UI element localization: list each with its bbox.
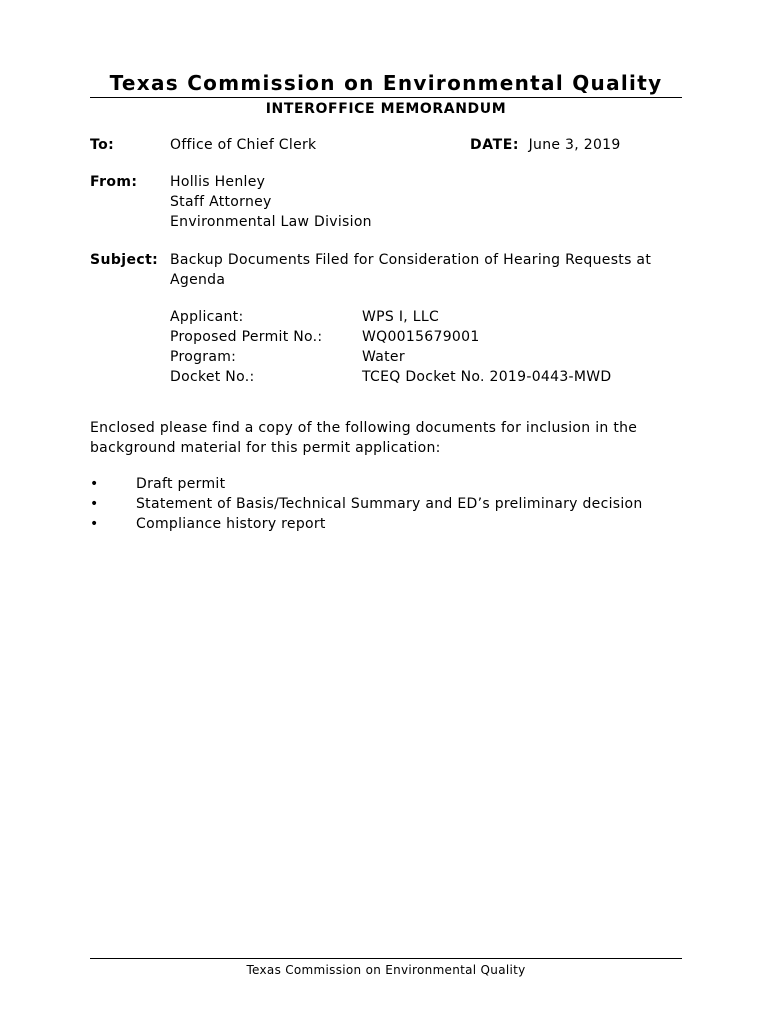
from-label: From:	[90, 174, 138, 190]
to-label: To:	[90, 137, 115, 153]
list-item-text: Compliance history report	[136, 516, 326, 532]
detail-key: Docket No.:	[170, 369, 255, 385]
detail-value: TCEQ Docket No. 2019-0443-MWD	[362, 369, 612, 385]
list-item	[90, 494, 643, 514]
date-field	[470, 135, 621, 155]
subject-label: Subject:	[90, 252, 159, 268]
date-value: June 3, 2019	[528, 137, 621, 153]
from-division: Environmental Law Division	[170, 214, 372, 230]
bullet-icon: •	[90, 496, 99, 512]
date-label: DATE:	[470, 137, 520, 153]
body-line-1: Enclosed please find a copy of the following documents for inclusion in the	[90, 420, 638, 436]
detail-key: Proposed Permit No.:	[170, 329, 323, 345]
detail-key: Applicant:	[170, 309, 244, 325]
body-line-2: background material for this permit application:	[90, 440, 441, 456]
list-item	[90, 514, 643, 534]
memo-type-heading: INTEROFFICE MEMORANDUM	[265, 101, 507, 117]
bullet-icon: •	[90, 476, 99, 492]
footer-text: Texas Commission on Environmental Quality	[246, 963, 526, 977]
detail-value: Water	[362, 349, 405, 365]
bullet-icon: •	[90, 516, 99, 532]
list-item	[90, 474, 643, 494]
list-item-text: Draft permit	[136, 476, 226, 492]
subject-line-1: Backup Documents Filed for Consideration of Hearing Requests at	[170, 252, 652, 268]
body-paragraph	[90, 418, 650, 458]
detail-value: WPS I, LLC	[362, 309, 440, 325]
detail-value: WQ0015679001	[362, 329, 480, 345]
organization-title: Texas Commission on Environmental Quality	[109, 71, 663, 95]
from-name: Hollis Henley	[170, 174, 266, 190]
header-divider	[90, 97, 682, 98]
footer-divider	[90, 958, 682, 959]
list-item-text: Statement of Basis/Technical Summary and ED’s preliminary decision	[136, 496, 643, 512]
from-title: Staff Attorney	[170, 194, 272, 210]
document-list	[90, 474, 643, 534]
detail-key: Program:	[170, 349, 237, 365]
subject-block	[170, 250, 651, 290]
subject-line-2: Agenda	[170, 272, 226, 288]
from-block	[170, 172, 372, 232]
to-value: Office of Chief Clerk	[170, 137, 317, 153]
